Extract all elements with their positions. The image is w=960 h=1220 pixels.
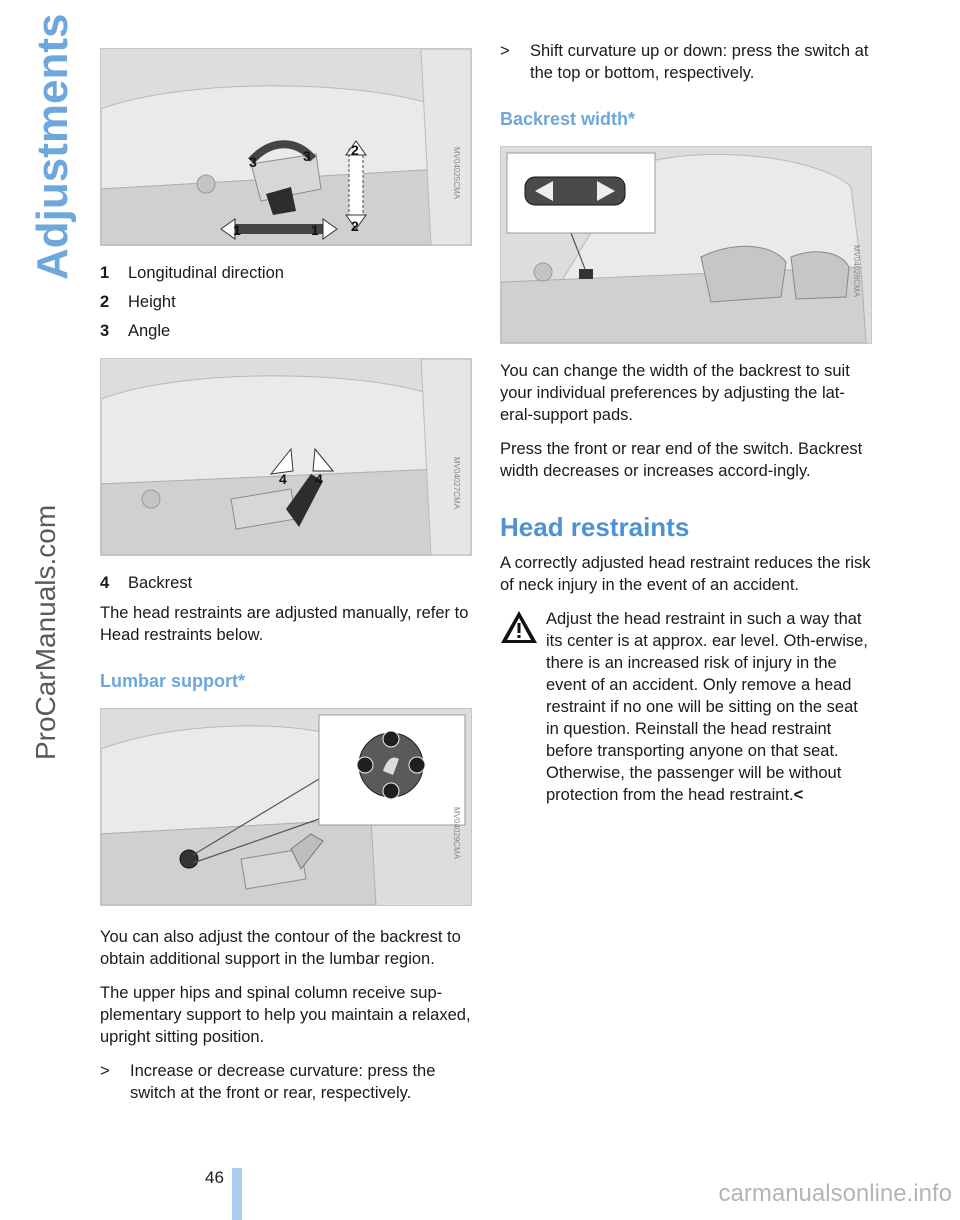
fig1-label-1a: 1 xyxy=(233,222,241,238)
left-column xyxy=(100,48,472,1114)
warning-end-mark: < xyxy=(793,786,804,804)
figure-seat-adjust xyxy=(100,48,472,246)
bullet-marker: > xyxy=(100,1062,110,1080)
figure-lumbar-support xyxy=(100,708,472,906)
legend-item xyxy=(100,320,472,342)
legend-list xyxy=(100,262,472,342)
fig2-label-4a: 4 xyxy=(279,471,287,487)
legend-num: 3 xyxy=(100,322,110,340)
bullet-text: Increase or decrease curvature: press the switch at the front or rear, respectively. xyxy=(130,1062,436,1102)
legend-num: 4 xyxy=(100,574,110,592)
legend-num: 2 xyxy=(100,293,110,311)
para-width: You can change the width of the backrest to suit your individual preferences by adjusting the lat-eral-support pads. xyxy=(500,362,850,424)
warning-block xyxy=(500,608,872,806)
legend-text: Height xyxy=(128,293,176,311)
warning-body: Adjust the head restraint in such a way that its center is at approx. ear level. Oth-erwise, there is an increased risk of injury in the event of an accident. Only remove a head restraint if no one will be sitting on the seat in question. Reinstall the head restraint before transporting anyone on that seat. Otherwise, the passenger will be without protection from the head restraint. xyxy=(546,610,868,804)
legend-item xyxy=(100,262,472,284)
seat-adjust-illustration xyxy=(101,49,471,245)
fig3-code: MV04029CMA xyxy=(452,807,461,860)
legend-text: Longitudinal direction xyxy=(128,264,284,282)
side-watermark xyxy=(26,470,60,760)
legend-num: 1 xyxy=(100,264,110,282)
fig1-code: MV04025CMA xyxy=(452,147,461,200)
backrest-width-illustration xyxy=(501,147,871,343)
bullet-marker: > xyxy=(500,42,510,60)
para-head-restraints: The head restraints are adjusted manually, refer to Head restraints below. xyxy=(100,604,469,644)
legend-item xyxy=(100,291,472,313)
footer-watermark: carmanualsonline.info xyxy=(718,1180,952,1207)
page-number-bar xyxy=(232,1168,242,1220)
para-press: Press the front or rear end of the switch. Backrest width decreases or increases accord-ingly. xyxy=(500,440,863,480)
section-title-text: Adjustments xyxy=(28,13,77,280)
right-column xyxy=(500,40,872,806)
heading-lumbar-support: Lumbar support* xyxy=(100,671,246,691)
section-title-vertical xyxy=(24,13,77,280)
backrest-adjust-illustration xyxy=(101,359,471,555)
bullet-curvature xyxy=(100,1060,472,1104)
figure-backrest-adjust xyxy=(100,358,472,556)
warning-text xyxy=(500,608,872,806)
para-correct: A correctly adjusted head restraint reduces the risk of neck injury in the event of an accident. xyxy=(500,554,871,594)
side-watermark-text: ProCarManuals.com xyxy=(30,504,61,760)
fig1-label-2b: 2 xyxy=(351,218,359,234)
para-upper-hips: The upper hips and spinal column receive sup-plementary support to help you maintain a relaxed, upright sitting position. xyxy=(100,984,471,1046)
heading-head-restraints: Head restraints xyxy=(500,512,690,542)
fig1-label-2a: 2 xyxy=(351,142,359,158)
bullet-shift xyxy=(500,40,872,84)
legend-text: Backrest xyxy=(128,574,193,592)
fig2-code: MV04027CMA xyxy=(452,457,461,510)
fig1-label-3b: 3 xyxy=(303,148,311,164)
fig1-label-1b: 1 xyxy=(311,222,319,238)
page-number: 46 xyxy=(205,1168,224,1187)
fig1-label-3a: 3 xyxy=(249,154,257,170)
lumbar-support-illustration xyxy=(101,709,471,905)
legend-item xyxy=(100,572,472,594)
figure-backrest-width xyxy=(500,146,872,344)
bullet-text: Shift curvature up or down: press the switch at the top or bottom, respectively. xyxy=(530,42,869,82)
legend-text: Angle xyxy=(128,322,171,340)
warning-triangle-icon xyxy=(500,610,538,644)
fig2-label-4b: 4 xyxy=(315,471,323,487)
heading-backrest-width: Backrest width* xyxy=(500,109,636,129)
fig4-code: MV04028CMA xyxy=(852,245,861,298)
para-contour: You can also adjust the contour of the backrest to obtain additional support in the lumbar region. xyxy=(100,928,461,968)
